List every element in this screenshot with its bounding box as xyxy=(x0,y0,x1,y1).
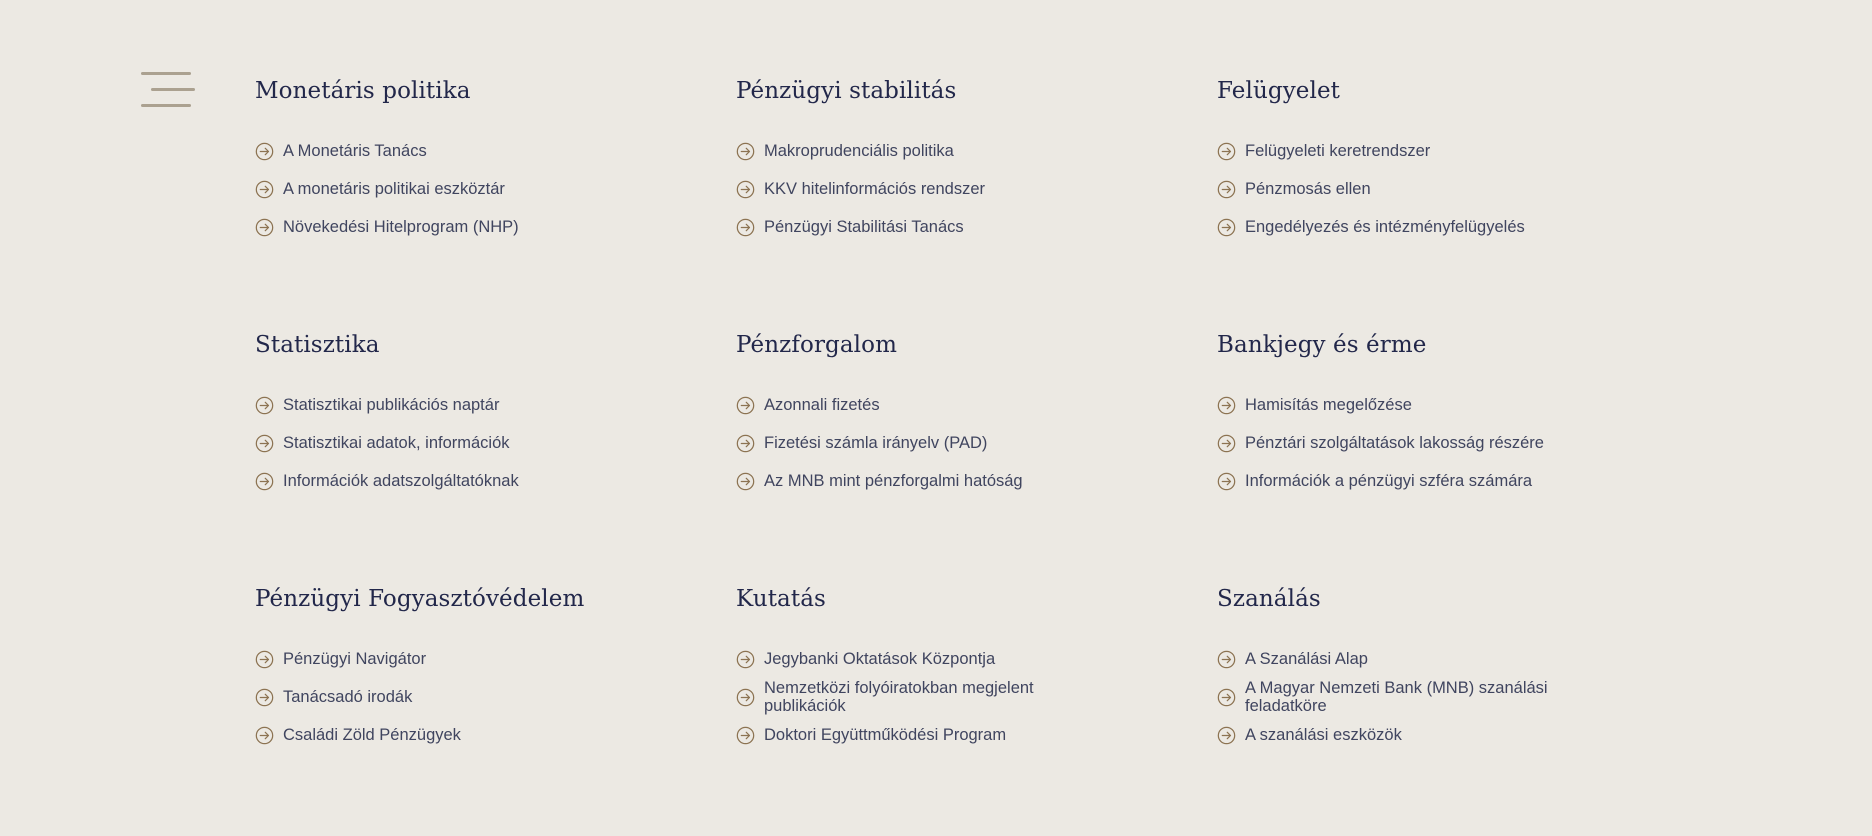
arrow-right-circle-icon xyxy=(736,472,755,491)
menu-line xyxy=(151,88,195,91)
section-title[interactable]: Statisztika xyxy=(255,332,380,358)
arrow-right-circle-icon xyxy=(255,142,274,161)
link-label: Családi Zöld Pénzügyek xyxy=(283,726,461,744)
link-label: A Magyar Nemzeti Bank (MNB) szanálási feladatköre xyxy=(1245,679,1548,715)
sitemap-link[interactable] xyxy=(1217,462,1698,500)
arrow-right-circle-icon xyxy=(736,396,755,415)
section-links xyxy=(1217,640,1698,754)
arrow-right-circle-icon xyxy=(1217,472,1236,491)
sitemap-section xyxy=(1217,328,1698,582)
section-title[interactable]: Felügyelet xyxy=(1217,78,1341,104)
link-label: Statisztikai adatok, információk xyxy=(283,434,510,452)
link-label: Doktori Együttműködési Program xyxy=(764,726,1007,744)
arrow-right-circle-icon xyxy=(255,180,274,199)
sitemap-link[interactable] xyxy=(736,132,1217,170)
link-label: Pénzügyi Navigátor xyxy=(283,650,427,668)
link-label: Pénzmosás ellen xyxy=(1245,180,1371,198)
sitemap-link[interactable] xyxy=(255,716,736,754)
sitemap-link[interactable] xyxy=(1217,132,1698,170)
section-links xyxy=(255,386,736,500)
sitemap-link[interactable] xyxy=(1217,208,1698,246)
sitemap-link[interactable] xyxy=(736,208,1217,246)
sitemap-link[interactable] xyxy=(1217,640,1698,678)
sitemap-link[interactable] xyxy=(1217,678,1698,716)
link-label: Felügyeleti keretrendszer xyxy=(1245,142,1431,160)
section-links xyxy=(736,386,1217,500)
link-label: A Szanálási Alap xyxy=(1245,650,1368,668)
link-label: Nemzetközi folyóiratokban megjelent publikációk xyxy=(764,679,1034,715)
link-label: A Monetáris Tanács xyxy=(283,142,427,160)
sitemap-section xyxy=(736,582,1217,836)
link-label: A szanálási eszközök xyxy=(1245,726,1402,744)
section-title[interactable]: Szanálás xyxy=(1217,586,1321,612)
arrow-right-circle-icon xyxy=(255,688,274,707)
arrow-right-circle-icon xyxy=(255,650,274,669)
sitemap-link[interactable] xyxy=(1217,716,1698,754)
arrow-right-circle-icon xyxy=(1217,396,1236,415)
arrow-right-circle-icon xyxy=(255,396,274,415)
sitemap-section xyxy=(255,582,736,836)
link-label: Engedélyezés és intézményfelügyelés xyxy=(1245,218,1525,236)
sitemap-link[interactable] xyxy=(736,386,1217,424)
link-label: Fizetési számla irányelv (PAD) xyxy=(764,434,988,452)
arrow-right-circle-icon xyxy=(255,434,274,453)
arrow-right-circle-icon xyxy=(1217,180,1236,199)
sitemap-section xyxy=(736,74,1217,328)
section-title[interactable]: Pénzforgalom xyxy=(736,332,897,358)
arrow-right-circle-icon xyxy=(255,726,274,745)
arrow-right-circle-icon xyxy=(736,434,755,453)
sitemap-link[interactable] xyxy=(1217,386,1698,424)
link-label: Információk a pénzügyi szféra számára xyxy=(1245,472,1533,490)
section-links xyxy=(1217,132,1698,246)
sitemap-link[interactable] xyxy=(255,208,736,246)
arrow-right-circle-icon xyxy=(1217,434,1236,453)
arrow-right-circle-icon xyxy=(736,650,755,669)
section-title[interactable]: Pénzügyi stabilitás xyxy=(736,78,957,104)
menu-line xyxy=(141,72,191,75)
link-label: Jegybanki Oktatások Központja xyxy=(764,650,996,668)
sitemap-section xyxy=(1217,74,1698,328)
link-label: A monetáris politikai eszköztár xyxy=(283,180,505,198)
sitemap-link[interactable] xyxy=(255,170,736,208)
arrow-right-circle-icon xyxy=(1217,726,1236,745)
sitemap-link[interactable] xyxy=(255,640,736,678)
section-title[interactable]: Monetáris politika xyxy=(255,78,471,104)
arrow-right-circle-icon xyxy=(1217,650,1236,669)
hamburger-menu-icon[interactable] xyxy=(141,71,195,107)
link-label: Statisztikai publikációs naptár xyxy=(283,396,500,414)
section-title[interactable]: Bankjegy és érme xyxy=(1217,332,1427,358)
sitemap-section xyxy=(1217,582,1698,836)
link-label: Pénztári szolgáltatások lakosság részére xyxy=(1245,434,1544,452)
arrow-right-circle-icon xyxy=(736,218,755,237)
sitemap-link[interactable] xyxy=(255,678,736,716)
sitemap-section xyxy=(255,328,736,582)
sitemap-link[interactable] xyxy=(255,424,736,462)
sitemap-link[interactable] xyxy=(1217,424,1698,462)
sitemap-link[interactable] xyxy=(1217,170,1698,208)
arrow-right-circle-icon xyxy=(1217,688,1236,707)
link-label: Az MNB mint pénzforgalmi hatóság xyxy=(764,472,1023,490)
link-label: Információk adatszolgáltatóknak xyxy=(283,472,519,490)
sitemap-grid xyxy=(255,74,1698,836)
sitemap-link[interactable] xyxy=(736,640,1217,678)
arrow-right-circle-icon xyxy=(255,218,274,237)
sitemap-link[interactable] xyxy=(736,170,1217,208)
sitemap-link[interactable] xyxy=(255,462,736,500)
arrow-right-circle-icon xyxy=(736,688,755,707)
menu-line xyxy=(141,104,191,107)
section-links xyxy=(736,640,1217,754)
sitemap-link[interactable] xyxy=(736,716,1217,754)
link-label: Makroprudenciális politika xyxy=(764,142,954,160)
arrow-right-circle-icon xyxy=(1217,218,1236,237)
sitemap-link[interactable] xyxy=(736,678,1217,716)
sitemap-link[interactable] xyxy=(736,462,1217,500)
sitemap-link[interactable] xyxy=(736,424,1217,462)
section-title[interactable]: Kutatás xyxy=(736,586,826,612)
link-label: Növekedési Hitelprogram (NHP) xyxy=(283,218,519,236)
arrow-right-circle-icon xyxy=(736,142,755,161)
sitemap-section xyxy=(736,328,1217,582)
section-links xyxy=(255,132,736,246)
link-label: Pénzügyi Stabilitási Tanács xyxy=(764,218,964,236)
link-label: KKV hitelinformációs rendszer xyxy=(764,180,986,198)
sitemap-section xyxy=(255,74,736,328)
link-label: Azonnali fizetés xyxy=(764,396,880,414)
arrow-right-circle-icon xyxy=(255,472,274,491)
sitemap-link[interactable] xyxy=(255,386,736,424)
arrow-right-circle-icon xyxy=(736,726,755,745)
link-label: Tanácsadó irodák xyxy=(283,688,413,706)
arrow-right-circle-icon xyxy=(1217,142,1236,161)
link-label: Hamisítás megelőzése xyxy=(1245,396,1412,414)
section-links xyxy=(255,640,736,754)
section-title[interactable]: Pénzügyi Fogyasztóvédelem xyxy=(255,586,585,612)
sitemap-link[interactable] xyxy=(255,132,736,170)
section-links xyxy=(736,132,1217,246)
section-links xyxy=(1217,386,1698,500)
arrow-right-circle-icon xyxy=(736,180,755,199)
